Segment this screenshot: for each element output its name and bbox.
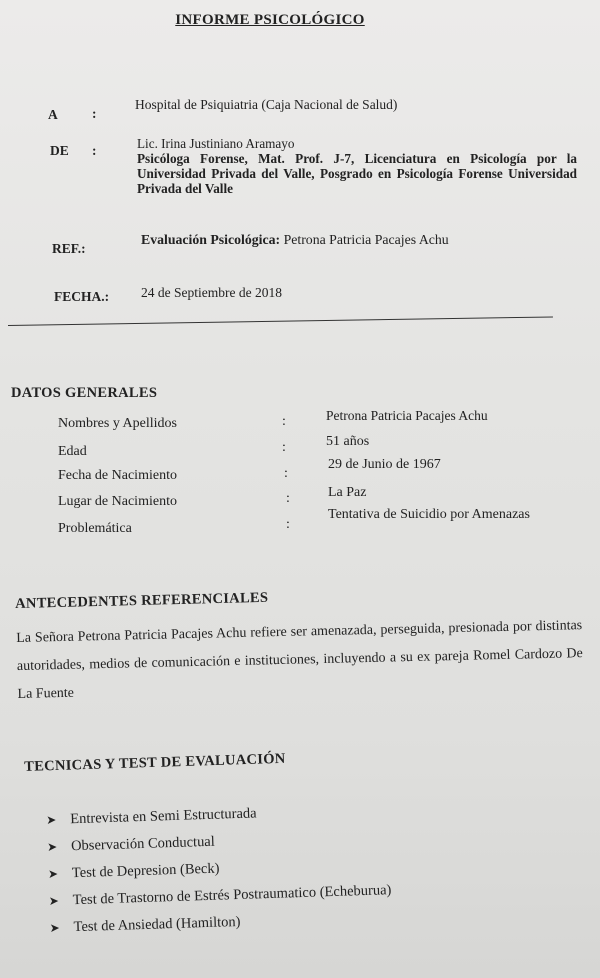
document-title: INFORME PSICOLÓGICO — [175, 12, 365, 28]
datos-row-value: 51 años — [326, 434, 370, 449]
arrow-bullet-icon: ➤ — [46, 839, 58, 854]
list-item-text: Test de Depresion (Beck) — [71, 860, 220, 882]
header-ref-value: Petrona Patricia Pacajes Achu — [283, 232, 449, 247]
datos-row-label: Edad — [58, 444, 87, 459]
datos-row-value: Tentativa de Suicidio por Amenazas — [328, 507, 530, 522]
datos-row-colon: : — [282, 414, 286, 429]
header-de-block — [137, 136, 577, 196]
datos-row — [58, 457, 578, 488]
header-de-colon: : — [92, 143, 97, 158]
datos-generales-heading: DATOS GENERALES — [11, 385, 158, 401]
antecedentes-heading: ANTECEDENTES REFERENCIALES — [15, 589, 269, 612]
tecnicas-list — [46, 796, 550, 947]
arrow-bullet-icon: ➤ — [46, 812, 57, 827]
header-fecha-value: 24 de Septiembre de 2018 — [141, 285, 282, 300]
header-de-credentials: Psicóloga Forense, Mat. Prof. J-7, Licenciatura en Psicología por la Universidad Privada del Valle, Posgrado en Psicología Forense Universidad Privada del Valle — [137, 151, 577, 196]
arrow-bullet-icon: ➤ — [47, 866, 59, 881]
datos-row-label: Fecha de Nacimiento — [58, 468, 177, 483]
header-ref-bold: Evaluación Psicológica: — [141, 232, 281, 247]
datos-row-value: La Paz — [328, 485, 367, 500]
datos-row-colon: : — [286, 491, 290, 506]
header-fecha-label: FECHA.: — [54, 289, 110, 304]
header-a-label: A — [48, 107, 58, 122]
header-ref-label: REF.: — [52, 241, 86, 256]
list-item-text: Observación Conductual — [70, 833, 216, 855]
header-de-name: Lic. Irina Justiniano Aramayo — [137, 136, 295, 151]
list-item-text: Entrevista en Semi Estructurada — [69, 805, 257, 828]
datos-row-label: Lugar de Nacimiento — [58, 494, 177, 509]
header-de-label: DE — [50, 143, 69, 158]
header-divider — [8, 316, 553, 326]
arrow-bullet-icon: ➤ — [49, 920, 60, 935]
datos-row-colon: : — [282, 440, 286, 455]
list-item-text: Test de Ansiedad (Hamilton) — [73, 913, 241, 936]
datos-row-value: 29 de Junio de 1967 — [328, 457, 441, 472]
datos-row-label: Problemática — [58, 521, 132, 536]
arrow-bullet-icon: ➤ — [48, 893, 60, 908]
list-item-text: Test de Trastorno de Estrés Postraumatico (Echeburua) — [72, 882, 392, 909]
datos-row — [58, 507, 578, 541]
datos-row — [58, 434, 578, 464]
header-ref — [141, 232, 449, 248]
datos-row-label: Nombres y Apellidos — [58, 416, 177, 431]
datos-row-colon: : — [284, 466, 288, 481]
antecedentes-text: La Señora Petrona Patricia Pacajes Achu refiere ser amenazada, perseguida, presionada por distintas autoridades, medios de comunicación e instituciones, incluyendo a su ex pareja Romel Cardozo De La Fuente — [16, 618, 583, 702]
tecnicas-heading: TECNICAS Y TEST DE EVALUACIÓN — [24, 750, 286, 775]
header-a-colon: : — [92, 106, 97, 121]
datos-row-colon: : — [286, 517, 290, 532]
datos-row-value: Petrona Patricia Pacajes Achu — [326, 408, 488, 423]
header-a-value: Hospital de Psiquiatria (Caja Nacional de Salud) — [135, 97, 398, 112]
datos-row — [58, 408, 578, 436]
